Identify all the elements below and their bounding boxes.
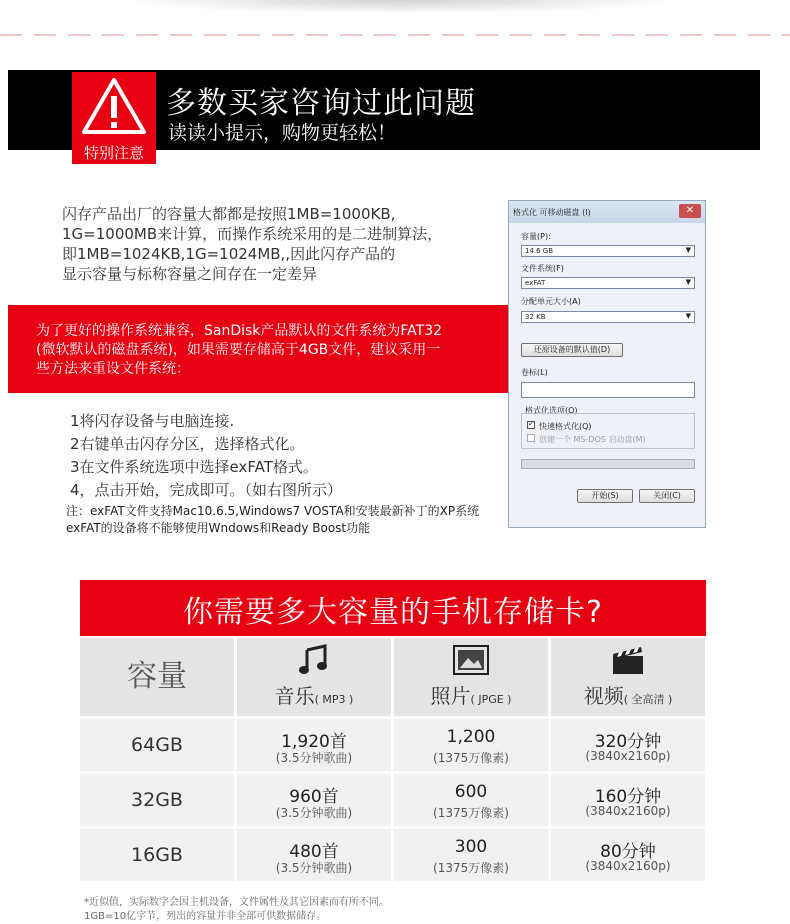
footnote-line: *近似值，实际数字会因主机设备，文件属性及其它因素而有所不同。: [84, 897, 389, 908]
filesystem-select[interactable]: [521, 277, 695, 289]
table-row-cell: [551, 774, 705, 826]
steps-list: [70, 410, 342, 502]
table-row-cell: [551, 719, 705, 771]
music-note: (3.5分钟歌曲): [275, 751, 353, 765]
capacity-cell: 16GB: [80, 829, 234, 881]
warning-badge-label: 特别注意: [83, 144, 144, 162]
music-note-icon: [297, 644, 329, 676]
intro-line: 闪存产品出厂的容量大都都是按照1MB=1000KB,: [62, 205, 396, 223]
table-row-cell: [237, 829, 391, 881]
table-row-cell: [394, 719, 548, 771]
intro-line: 即1MB=1024KB,1G=1024MB,,因此闪存产品的: [62, 245, 396, 263]
table-row-cell: [394, 829, 548, 881]
msdos-boot-checkbox[interactable]: [527, 434, 535, 442]
video-minutes: 80分钟: [600, 842, 656, 862]
filesystem-label: 文件系统(F): [521, 264, 564, 273]
msdos-boot-label: 创建一个 MS-DOS 启动盘(M): [539, 435, 646, 444]
photo-note: (1375万像素): [433, 806, 509, 820]
table-row-cell: [551, 829, 705, 881]
volume-label: 卷标(L): [521, 368, 548, 377]
format-progress-bar: [521, 459, 695, 469]
notice-text: [36, 322, 496, 379]
music-count: 480首: [289, 842, 339, 862]
filesystem-value: exFAT: [525, 279, 546, 287]
banner-title: 多数买家咨询过此问题: [166, 86, 476, 121]
allocation-value: 32 KB: [525, 313, 546, 321]
music-note: (3.5分钟歌曲): [275, 861, 353, 875]
step-item: 2右键单击闪存分区，选择格式化。: [70, 435, 305, 453]
chevron-down-icon: ▼: [685, 278, 691, 286]
notice-line: 为了更好的操作系统兼容，SanDisk产品默认的文件系统为FAT32: [36, 323, 443, 339]
photo-icon: [452, 644, 490, 676]
quick-format-label: 快速格式化(Q): [539, 422, 592, 431]
intro-paragraph: [62, 204, 482, 284]
photo-count: 600: [454, 782, 488, 802]
footnote: [84, 896, 389, 924]
note-line: 注：exFAT文件支持Mac10.6.5,Windows7 VOSTA和安装最新补丁的XP系统: [66, 504, 480, 518]
video-header-label: 视频( 全高清 ): [583, 684, 673, 708]
footnote-line: 1GB=10亿字节，列出的容量并非全部可供数据储存。: [84, 911, 327, 922]
table-row-cell: [237, 774, 391, 826]
warning-icon: [80, 76, 148, 136]
table-row-cell: [394, 774, 548, 826]
intro-line: 1G=1000MB来计算，而操作系统采用的是二进制算法，: [62, 225, 443, 243]
notice-line: (微软默认的磁盘系统)，如果需要存储高于4GB文件，建议采用一: [36, 342, 441, 358]
step-item: 4，点击开始，完成即可。（如右图所示）: [70, 481, 343, 499]
top-shadow: [120, 0, 680, 14]
capacity-label: 容量(P):: [521, 232, 551, 241]
video-minutes: 320分钟: [594, 732, 662, 752]
photo-header: [394, 638, 548, 716]
format-dialog: [508, 200, 706, 528]
step-item: 1将闪存设备与电脑连接.: [70, 412, 235, 430]
start-button[interactable]: 开始(S): [577, 489, 633, 503]
close-button[interactable]: 关闭(C): [639, 489, 695, 503]
volume-input[interactable]: [521, 382, 695, 398]
capacity-cell: 32GB: [80, 774, 234, 826]
capacity-select[interactable]: [521, 245, 695, 257]
notice-line: 些方法来重设文件系统：: [36, 361, 190, 377]
dialog-title: 格式化 可移动磁盘 (I): [513, 208, 591, 217]
photo-count: 300: [454, 837, 488, 857]
photo-note: (1375万像素): [433, 751, 509, 765]
photo-header-label: 照片( JPGE ): [430, 684, 512, 708]
restore-defaults-button[interactable]: 还原设备的默认值(D): [521, 343, 623, 357]
banner-subtitle: 读读小提示，购物更轻松！: [168, 122, 397, 144]
chevron-down-icon: ▼: [685, 246, 691, 254]
chevron-down-icon: ▼: [685, 312, 691, 320]
dialog-titlebar: [509, 201, 705, 223]
capacity-value: 14.6 GB: [525, 247, 554, 255]
capacity-header: 容量: [80, 638, 234, 716]
music-count: 960首: [289, 787, 339, 807]
clapperboard-icon: [611, 644, 645, 676]
table-banner-title: 你需要多大容量的手机存储卡?: [183, 595, 603, 630]
photo-note: (1375万像素): [433, 861, 509, 875]
music-note: (3.5分钟歌曲): [275, 806, 353, 820]
allocation-select[interactable]: [521, 311, 695, 323]
video-minutes: 160分钟: [594, 787, 662, 807]
allocation-label: 分配单元大小(A): [521, 297, 581, 306]
quick-format-checkbox[interactable]: ✓: [528, 419, 535, 428]
video-note: (3840x2160p): [585, 749, 671, 763]
video-header: [551, 638, 705, 716]
close-icon[interactable]: ✕: [679, 204, 701, 218]
video-note: (3840x2160p): [585, 859, 671, 873]
intro-line: 显示容量与标称容量之间存在一定差异: [62, 265, 318, 283]
note-line: exFAT的设备将不能够使用Wndows和Ready Boost功能: [66, 521, 371, 535]
top-divider: [0, 34, 790, 36]
music-header: [237, 638, 391, 716]
table-row-cell: [237, 719, 391, 771]
video-note: (3840x2160p): [585, 804, 671, 818]
format-options-label: 格式化选项(O): [525, 406, 578, 415]
capacity-cell: 64GB: [80, 719, 234, 771]
photo-count: 1,200: [446, 727, 496, 747]
music-count: 1,920首: [281, 732, 347, 752]
exfat-note: [66, 503, 479, 537]
music-header-label: 音乐( MP3 ): [274, 684, 354, 708]
step-item: 3在文件系统选项中选择exFAT格式。: [70, 458, 318, 476]
